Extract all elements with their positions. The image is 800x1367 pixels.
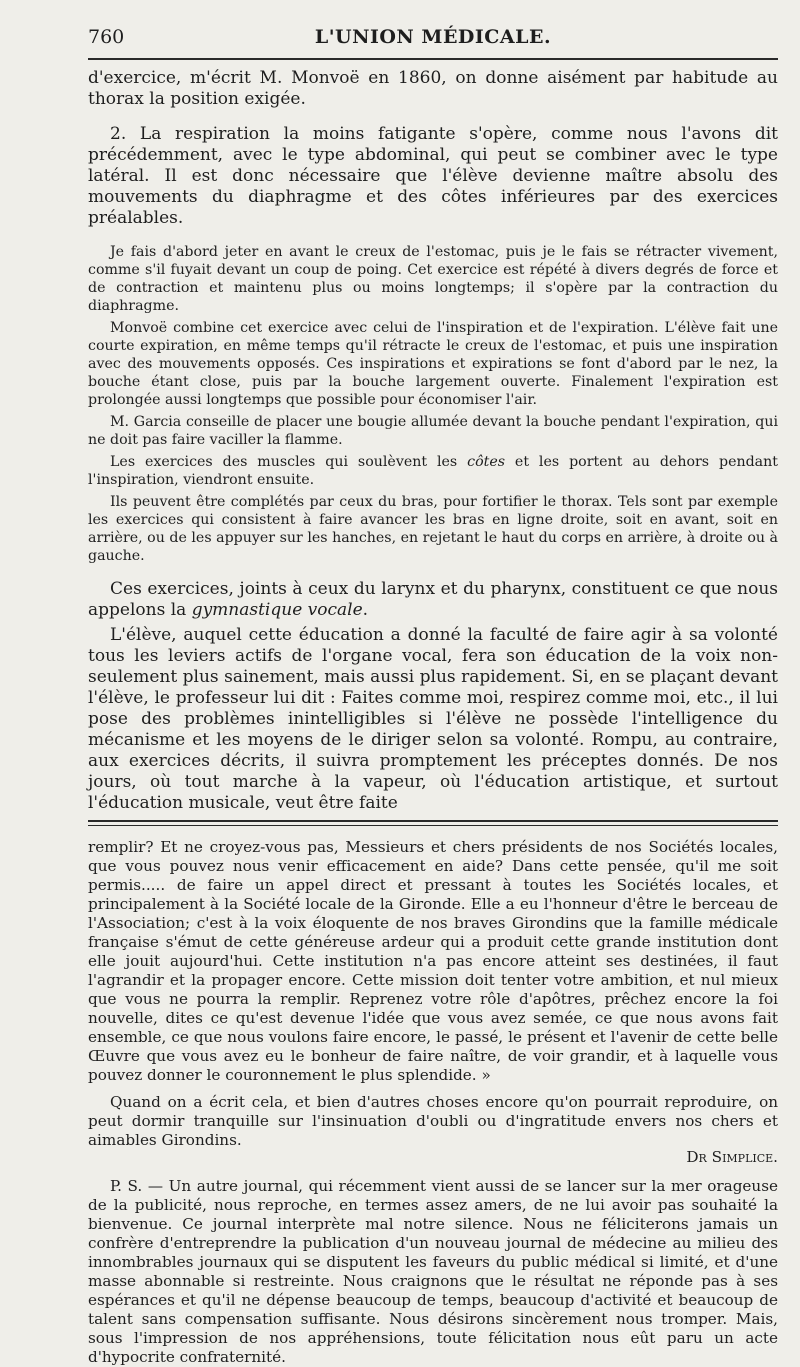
paragraph-gymnastics bbox=[88, 579, 778, 621]
page-header bbox=[88, 18, 778, 58]
paragraph-respiration: 2. La respiration la moins fatigante s'opère, comme nous l'avons dit précédemment, avec le type abdominal, qui peut se combiner avec le type latéral. Il est donc nécessaire que l'élève devienne maître absolu des mouvements du diaphragme et des côtes inférieures par des exercices préalables. bbox=[88, 124, 778, 228]
costal-text-after: et les portent au dehors pendant l'inspiration, viendront ensuite. bbox=[88, 454, 778, 488]
header-rule bbox=[88, 58, 778, 60]
closing-text: Quand on a écrit cela, et bien d'autres choses encore qu'on pourrait reproduire, on peut dormir tranquille sur l'insinuation d'oubli ou d'ingratitude envers nos chers et aimables Girondins. bbox=[88, 1093, 778, 1149]
paragraph-costal bbox=[88, 453, 778, 489]
paragraph-stomach-exercise: Je fais d'abord jeter en avant le creux de l'estomac, puis je le fais se rétracter vivement, comme s'il fuyait devant un coup de poing. Cet exercice est répété à divers degrés de force et de contraction et maintenu plus ou moins longtemps; il s'opère par la contraction du diaphragme. bbox=[88, 244, 778, 314]
paragraph-education: L'élève, auquel cette éducation a donné la faculté de faire agir à sa volonté tous les leviers actifs de l'organe vocal, fera son éducation de la voix non-seulement plus sainement, mais aussi plus rapidement. Si, en se plaçant devant l'élève, le professeur lui dit : Faites comme moi, respirez comme moi, etc., il lui pose des problèmes inintelligibles si l'élève ne possède l'intelligence du mécanisme et les moyens de le diriger selon sa volonté. Rompu, au contraire, aux exercices décrits, il suivra promptement les préceptes donnés. De nos jours, où tout marche à la vapeur, où l'éducation artistique, et surtout l'éducation musicale, veut être faite bbox=[88, 625, 778, 813]
gymnastics-text-after: . bbox=[362, 600, 369, 620]
paragraph-appeal: remplir? Et ne croyez-vous pas, Messieurs et chers présidents de nos Sociétés locales, que vous pouvez nous venir efficacement en aide? Dans cette pensée, qu'il me soit permis..... de faire un appel direct et pressant à toutes les Sociétés locales, et principalement à la Société locale de la Gironde. Elle a eu l'honneur d'être le berceau de l'Association; c'est à la voix éloquente de nos braves Girondins que la famille médicale française s'émut de cette généreuse ardeur qui a produit cette grande institution dont elle jouit aujourd'hui. Cette institution n'a pas encore atteint ses destinées, il faut l'agrandir et la propager encore. Cette mission doit tenter votre ambition, et nul mieux que vous ne pourra la remplir. Reprenez votre rôle d'apôtres, prêchez encore la foi nouvelle, dites ce qu'est devenue l'idée que vous avez semée, ce que nous avons fait ensemble, ce que nous voulons faire encore, le passé, le présent et l'avenir de cette belle Œuvre que vous avez eu le bonheur de faire naître, de voir grandir, et à laquelle vous pouvez donner le couronnement le plus splendide. » bbox=[88, 838, 778, 1084]
journal-title: L'UNION MÉDICALE. bbox=[314, 26, 552, 48]
paragraph-postscript: P. S. — Un autre journal, qui récemment vient aussi de se lancer sur la mer orageuse de la publicité, nous reproche, en termes assez amers, de ne lui avoir pas souhaité la bienvenue. Ce journal interprète mal notre silence. Nous ne féliciterons jamais un confrère d'entreprendre la publication d'un nouveau journal de médecine au milieu des innombrables journaux qui se disputent les faveurs du public médical si limité, et d'une masse abonnable si restreinte. Nous craignons que le résultat ne réponde pas à ses espérances et qu'il ne dépense beaucoup de temps, beaucoup d'activité et beaucoup de talent sans compensation suffisante. Nous désirons sincèrement nous tromper. Mais, sous l'impression de nos appréhensions, toute félicitation nous eût paru un acte d'hypocrite confraternité. bbox=[88, 1177, 778, 1366]
section-separator bbox=[88, 820, 778, 826]
costal-text-before: Les exercices des muscles qui soulèvent les bbox=[110, 454, 468, 470]
paragraph-garcia: M. Garcia conseille de placer une bougie allumée devant la bouche pendant l'expiration, qui ne doit pas faire vaciller la flamme. bbox=[88, 414, 778, 448]
signature-line bbox=[88, 1148, 778, 1167]
costal-italic: côtes bbox=[467, 454, 505, 470]
signature: Dr Simplice. bbox=[686, 1148, 778, 1166]
gymnastics-italic: gymnastique vocale bbox=[191, 600, 363, 620]
paragraph-arms: Ils peuvent être complétés par ceux du bras, pour fortifier le thorax. Tels sont par exemple les exercices qui consistent à faire avancer les bras en ligne droite, soit en avant, soit en arrière, ou de les appuyer sur les hanches, en rejetant le haut du corps en arrière, à droite ou à gauche. bbox=[88, 494, 778, 564]
paragraph-monvoe: Monvoë combine cet exercice avec celui de l'inspiration et de l'expiration. L'élève fait une courte expiration, en même temps qu'il rétracte le creux de l'estomac, et puis une inspiration avec des mouvements opposés. Ces inspirations et expirations se font d'abord par le nez, la bouche étant close, puis par la bouche largement ouverte. Finalement l'expiration est prolongée aussi longtemps que possible pour économiser l'air. bbox=[88, 320, 778, 408]
gymnastics-text-before: Ces exercices, joints à ceux du larynx et du pharynx, constituent ce que nous appelons la bbox=[88, 579, 778, 620]
page-number: 760 bbox=[88, 26, 125, 48]
paragraph-continuation: d'exercice, m'écrit M. Monvoë en 1860, on donne aisément par habitude au thorax la position exigée. bbox=[88, 68, 778, 109]
closing-paragraph bbox=[88, 1093, 778, 1150]
